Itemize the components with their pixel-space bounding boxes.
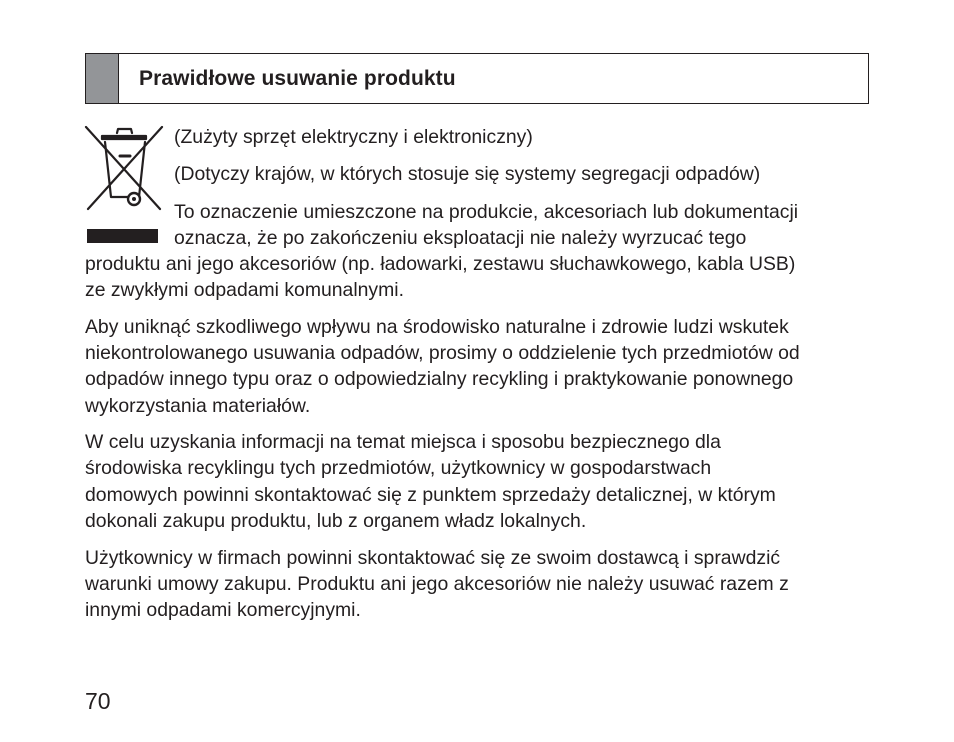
- paragraph-4-line-2: warunki umowy zakupu. Produktu ani jego akcesoriów nie należy usuwać razem z: [85, 573, 789, 595]
- paragraph-1-line-1: To oznaczenie umieszczone na produkcie, akcesoriach lub dokumentacji: [174, 201, 799, 223]
- page-number: 70: [85, 688, 111, 714]
- paragraph-4-line-3: innymi odpadami komercyjnymi.: [85, 599, 361, 621]
- crossed-out-wheelie-bin-icon: [84, 125, 164, 245]
- section-header: [85, 53, 869, 104]
- paragraph-3-line-2: środowiska recyklingu tych przedmiotów, użytkownicy w gospodarstwach: [85, 457, 712, 479]
- intro-line-2: (Dotyczy krajów, w których stosuje się systemy segregacji odpadów): [174, 163, 761, 185]
- paragraph-2-line-3: odpadów innego typu oraz o odpowiedzialny recykling i praktykowanie ponownego: [85, 368, 794, 390]
- header-accent-bar: [86, 54, 119, 103]
- paragraph-3-line-4: dokonali zakupu produktu, lub z organem władz lokalnych.: [85, 510, 587, 532]
- paragraph-1-line-2: oznacza, że po zakończeniu eksploatacji nie należy wyrzucać tego: [174, 227, 747, 249]
- section-title: Prawidłowe usuwanie produktu: [139, 67, 456, 90]
- paragraph-1-line-3: produktu ani jego akcesoriów (np. ładowarki, zestawu słuchawkowego, kabla USB): [85, 253, 796, 275]
- paragraph-2-line-4: wykorzystania materiałów.: [85, 395, 311, 417]
- paragraph-3-line-1: W celu uzyskania informacji na temat miejsca i sposobu bezpiecznego dla: [85, 431, 721, 453]
- paragraph-3-line-3: domowych powinni skontaktować się z punktem sprzedaży detalicznej, w którym: [85, 484, 776, 506]
- paragraph-2-line-2: niekontrolowanego usuwania odpadów, prosimy o oddzielenie tych przedmiotów od: [85, 342, 800, 364]
- paragraph-1-line-4: ze zwykłymi odpadami komunalnymi.: [85, 279, 404, 301]
- paragraph-2-line-1: Aby uniknąć szkodliwego wpływu na środowisko naturalne i zdrowie ludzi wskutek: [85, 316, 789, 338]
- paragraph-4-line-1: Użytkownicy w firmach powinni skontaktować się ze swoim dostawcą i sprawdzić: [85, 547, 781, 569]
- intro-line-1: (Zużyty sprzęt elektryczny i elektroniczny): [174, 126, 533, 148]
